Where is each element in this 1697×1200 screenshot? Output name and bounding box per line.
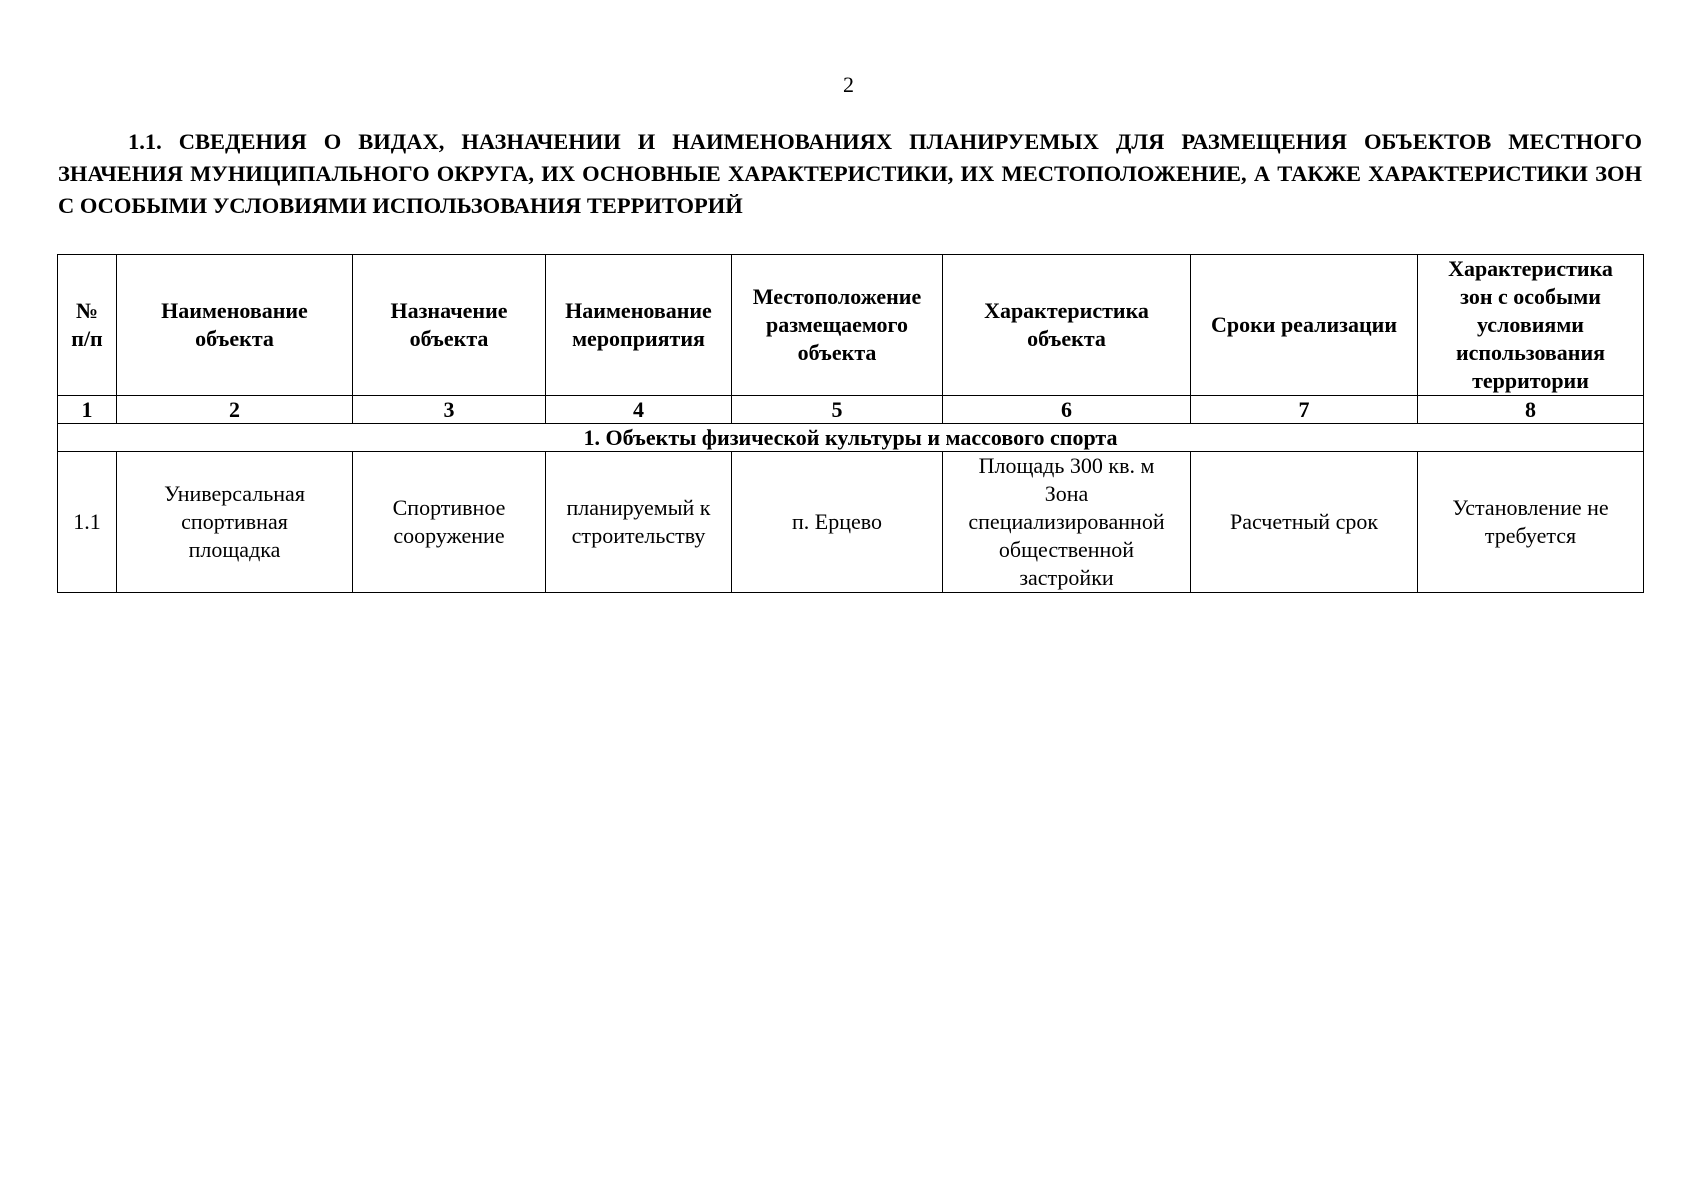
header-cell-term: Сроки реализации bbox=[1191, 255, 1418, 396]
row-number: 1.1 bbox=[58, 452, 117, 593]
column-number: 1 bbox=[58, 396, 117, 424]
group-title: 1. Объекты физической культуры и массового спорта bbox=[58, 424, 1644, 452]
object-purpose-cell: Спортивное сооружение bbox=[353, 452, 546, 593]
zones-cell: Установление не требуется bbox=[1418, 452, 1644, 593]
measure-cell: планируемый к строительству bbox=[546, 452, 732, 593]
column-number-row bbox=[58, 396, 1644, 424]
column-number: 8 bbox=[1418, 396, 1644, 424]
location-cell: п. Ерцево bbox=[732, 452, 943, 593]
header-cell-location: Местоположение размещаемого объекта bbox=[732, 255, 943, 396]
column-number: 4 bbox=[546, 396, 732, 424]
table-row bbox=[58, 452, 1644, 593]
column-number: 2 bbox=[117, 396, 353, 424]
header-cell-object-name: Наименование объекта bbox=[117, 255, 353, 396]
objects-table bbox=[57, 254, 1644, 593]
header-cell-characteristic: Характеристика объекта bbox=[943, 255, 1191, 396]
column-number: 7 bbox=[1191, 396, 1418, 424]
page-number: 2 bbox=[843, 72, 854, 97]
header-cell-number: № п/п bbox=[58, 255, 117, 396]
header-row bbox=[58, 255, 1644, 396]
characteristic-cell: Площадь 300 кв. м Зона специализированной общественной застройки bbox=[943, 452, 1191, 593]
column-number: 6 bbox=[943, 396, 1191, 424]
column-number: 5 bbox=[732, 396, 943, 424]
object-name-cell: Универсальная спортивная площадка bbox=[117, 452, 353, 593]
column-number: 3 bbox=[353, 396, 546, 424]
header-cell-zones: Характеристика зон с особыми условиями использования территории bbox=[1418, 255, 1644, 396]
header-cell-object-purpose: Назначение объекта bbox=[353, 255, 546, 396]
section-heading: 1.1. СВЕДЕНИЯ О ВИДАХ, НАЗНАЧЕНИИ И НАИМЕНОВАНИЯХ ПЛАНИРУЕМЫХ ДЛЯ РАЗМЕЩЕНИЯ ОБЪЕКТОВ МЕСТНОГО ЗНАЧЕНИЯ МУНИЦИПАЛЬНОГО ОКРУГА, ИХ ОСНОВНЫЕ ХАРАКТЕРИСТИКИ, ИХ МЕСТОПОЛОЖЕНИЕ, А ТАКЖЕ ХАРАКТЕРИСТИКИ ЗОН С ОСОБЫМИ УСЛОВИЯМИ ИСПОЛЬЗОВАНИЯ ТЕРРИТОРИЙ bbox=[58, 129, 1642, 218]
header-cell-measure-name: Наименование мероприятия bbox=[546, 255, 732, 396]
term-cell: Расчетный срок bbox=[1191, 452, 1418, 593]
group-row bbox=[58, 424, 1644, 452]
